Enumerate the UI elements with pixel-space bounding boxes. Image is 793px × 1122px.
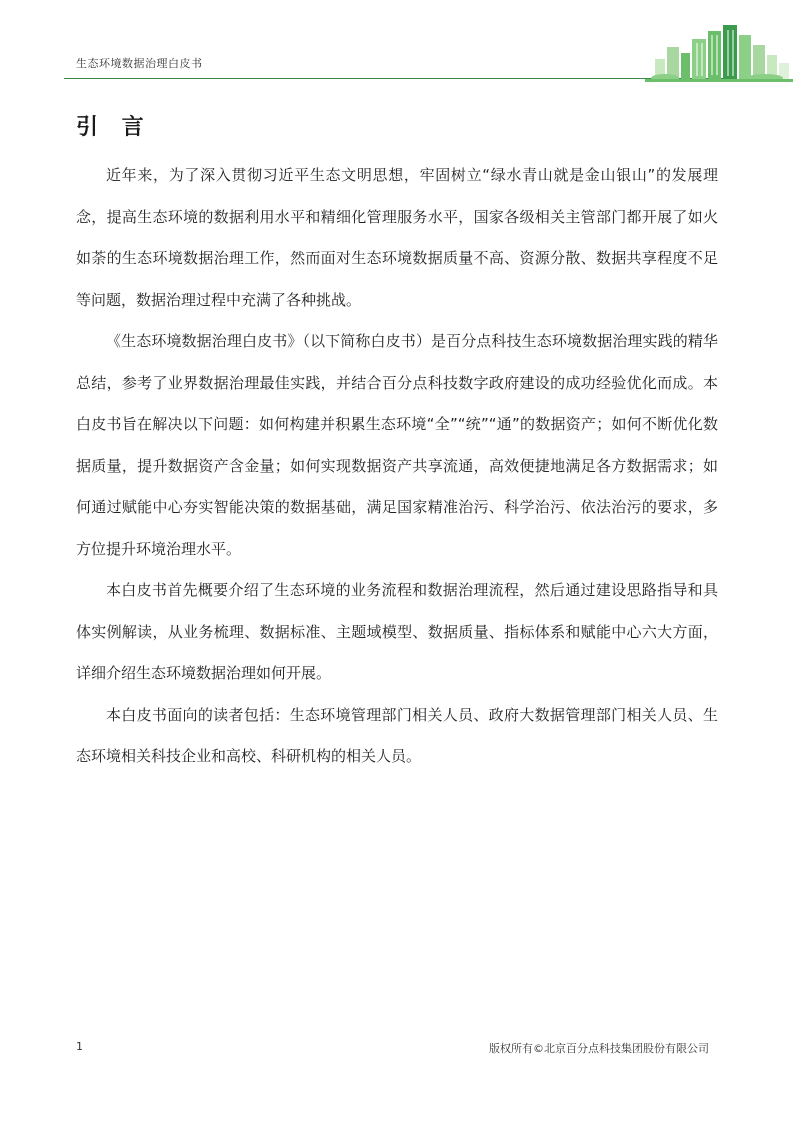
section-title: 引 言 — [76, 115, 152, 140]
building-icon — [723, 25, 737, 80]
paragraph-contents: 本白皮书首先概要介绍了生态环境的业务流程和数据治理流程，然后通过建设思路指导和具体实例解读，从业务梳理、数据标准、主题域模型、数据质量、指标体系和赋能中心六大方面，详细介绍生态环境数据治理如何开展。 — [76, 581, 718, 682]
city-skyline-icon — [645, 25, 793, 82]
paragraph-intro: 近年来，为了深入贯彻习近平生态文明思想，牢固树立“绿水青山就是金山银山”的发展理念，提高生态环境的数据利用水平和精细化管理服务水平，国家各级相关主管部门都开展了如火如荼的生态环境数据治理工作，然而面对生态环境数据质量不高、资源分散、数据共享程度不足等问题，数据治理过程中充满了各种挑战。 — [76, 166, 718, 309]
skyline-buildings — [655, 25, 789, 80]
building-icon — [708, 31, 721, 80]
page-header — [0, 0, 793, 82]
building-icon — [681, 53, 690, 80]
header-divider — [64, 78, 724, 79]
page-number: 1 — [76, 1040, 83, 1053]
building-icon — [739, 35, 751, 80]
ground-line — [645, 79, 793, 82]
building-icon — [692, 39, 706, 80]
copyright-notice: 版权所有©北京百分点科技集团股份有限公司 — [489, 1042, 709, 1055]
paragraph-audience: 本白皮书面向的读者包括：生态环境管理部门相关人员、政府大数据管理部门相关人员、生态环境相关科技企业和高校、科研机构的相关人员。 — [76, 705, 718, 765]
page-footer — [0, 1036, 793, 1056]
paragraph-purpose: 《生态环境数据治理白皮书》（以下简称白皮书）是百分点科技生态环境数据治理实践的精华总结，参考了业界数据治理最佳实践，并结合百分点科技数字政府建设的成功经验优化而成。本白皮书旨在解决以下问题：如何构建并积累生态环境“全”“统”“通”的数据资产；如何不断优化数据质量，提升数据资产含金量；如何实现数据资产共享流通，高效便捷地满足各方数据需求；如何通过赋能中心夯实智能决策的数据基础，满足国家精准治污、科学治污、依法治污的要求，多方位提升环境治理水平。 — [76, 332, 718, 558]
body-text — [76, 155, 718, 778]
header-title: 生态环境数据治理白皮书 — [76, 57, 203, 70]
